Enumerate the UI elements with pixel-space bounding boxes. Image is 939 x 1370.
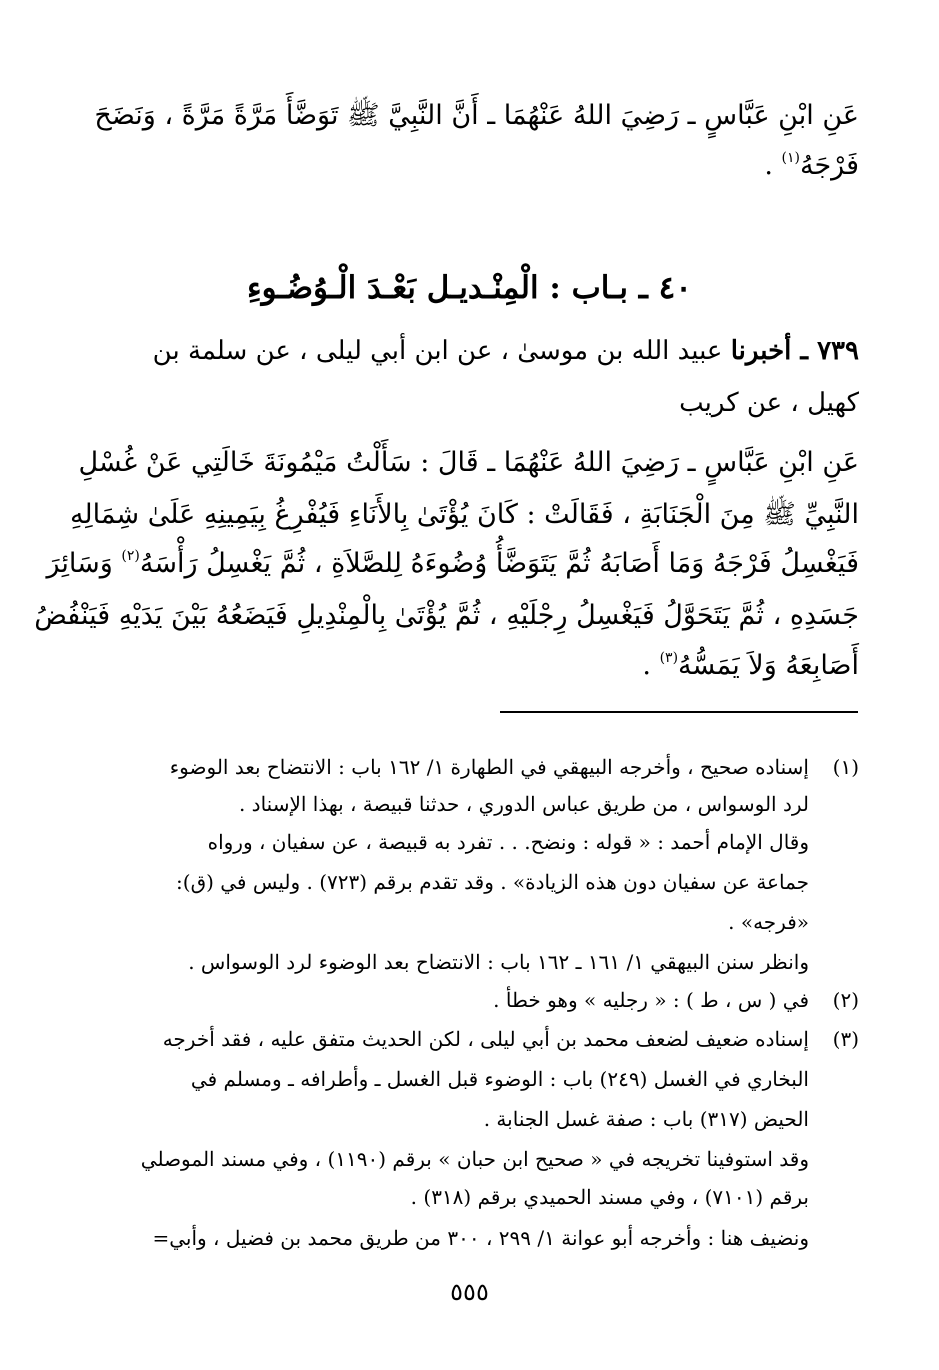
footnote-ref-1: (١): [781, 150, 801, 166]
top-hadith-text-1: عَنِ ابْنِ عَبَّاسٍ ـ رَضِيَ اللهُ عَنْهُمَا ـ أَنَّ النَّبِيَّ ﷺ تَوَضَّأَ مَرَّةً مَرَّةً ، وَنَضَحَ: [94, 100, 859, 131]
hadith-line-4: [34, 600, 859, 631]
footnote-ref-3: (٣): [659, 650, 679, 666]
footnote-3-line-3: الحيض (٣١٧) باب : صفة غسل الجنابة .: [483, 1107, 809, 1131]
hadith-line-1: [78, 447, 859, 478]
footnote-3-line-4: وقد استوفينا تخريجه في « صحيح ابن حبان » برقم (١١٩٠) ، وفي مسند الموصلي: [140, 1147, 809, 1171]
footnote-1-line-2: لرد الوسواس ، من طريق عباس الدوري ، حدثنا قبيصة ، بهذا الإسناد .: [238, 792, 809, 816]
footnote-1-line-4: جماعة عن سفيان دون هذه الزيادة» . وقد تقدم برقم (٧٢٣) . وليس في (ق):: [176, 870, 809, 894]
footnote-2-number: (٢): [832, 988, 859, 1012]
narration-line-1: [153, 336, 859, 366]
footnote-1-number: (١): [832, 755, 859, 779]
footnote-ref-2: (٢): [121, 548, 140, 564]
narration-line-2: [679, 388, 859, 418]
top-hadith-end-2: .: [764, 150, 782, 181]
footnote-3-number: (٣): [832, 1027, 859, 1051]
footnote-3-line-5: برقم (٧١٠١) ، وفي مسند الحميدي برقم (٣١٨) .: [410, 1185, 809, 1209]
hadith-text-2: النَّبِيِّ ﷺ مِنَ الْجَنَابَةِ ، فَقَالَتْ : كَانَ يُؤْتَىٰ بِالأَنَاءِ فَيُفْرِغُ بِيَمِينِهِ عَلَىٰ شِمَالِهِ: [69, 499, 859, 530]
top-hadith-text-2: فَرْجَهُ: [800, 150, 859, 181]
hadith-line-3: [47, 548, 859, 579]
narration-number: ٧٣٩ ـ أخبرنا: [730, 336, 859, 366]
hadith-text-3b: وَسَائِرَ: [46, 548, 122, 579]
hadith-text-5a: أَصَابِعَهُ وَلاَ يَمَسُّهُ: [678, 650, 859, 681]
hadith-line-5: [642, 650, 859, 681]
footnote-3-line-1: إسناده ضعيف لضعف محمد بن أبي ليلى ، لكن الحديث متفق عليه ، فقد أخرجه: [162, 1027, 809, 1051]
hadith-text-5b: .: [642, 650, 660, 681]
footnote-1-line-3: وقال الإمام أحمد : « قوله : ونضح. . . تفرد به قبيصة ، عن سفيان ، ورواه: [207, 830, 809, 854]
top-hadith-line-2: [764, 150, 859, 181]
page-number: ٥٥٥: [450, 1278, 489, 1306]
footnote-1-line-1: إسناده صحيح ، وأخرجه البيهقي في الطهارة ١/ ١٦٢ باب : الانتضاح بعد الوضوء: [169, 755, 809, 779]
footnote-1-line-5: «فرجه» .: [728, 910, 809, 934]
hadith-line-2: [70, 497, 859, 537]
chapter-title: ٤٠ ـ بـاب : الْمِنْـديـل بَعْـدَ الْـوُضُـوءِ: [247, 270, 692, 306]
narration-chain-1: عبيد الله بن موسىٰ ، عن ابن أبي ليلى ، عن سلمة بن: [152, 336, 731, 366]
hadith-text-4: جَسَدِهِ ، ثُمَّ يَتَحَوَّلُ فَيَغْسِلُ رِجْلَيْهِ ، ثُمَّ يُؤْتَىٰ بِالْمِنْدِيلِ فَيَضَعُهُ بَيْنَ يَدَيْهِ فَيَنْفُضُ: [34, 600, 859, 631]
top-hadith-line-1: [94, 98, 859, 138]
hadith-text-1: عَنِ ابْنِ عَبَّاسٍ ـ رَضِيَ اللهُ عَنْهُمَا ـ قَالَ : سَأَلْتُ مَيْمُونَةَ خَالَتِي عَنْ غُسْلِ: [78, 447, 859, 478]
hadith-text-3a: فَيَغْسِلُ فَرْجَهُ وَمَا أَصَابَهُ ثُمَّ يَتَوَضَّأُ وُضُوءَهُ لِلصَّلاَةِ ، ثُمَّ يَغْسِلُ رَأْسَهُ: [139, 548, 859, 579]
footnote-1-line-6: وانظر سنن البيهقي ١/ ١٦١ ـ ١٦٢ باب : الانتضاح بعد الوضوء لرد الوسواس .: [188, 950, 809, 974]
footnote-3-line-2: البخاري في الغسل (٢٤٩) باب : الوضوء قبل الغسل ـ وأطرافه ـ ومسلم في: [190, 1067, 809, 1091]
footnote-separator: [500, 711, 858, 713]
footnote-2-line-1: في ( س ، ط ) : « رجليه » وهو خطأ .: [493, 988, 809, 1012]
footnote-3-line-6: ونضيف هنا : وأخرجه أبو عوانة ١/ ٢٩٩ ، ٣٠٠ من طريق محمد بن فضيل ، وأبي=: [152, 1226, 809, 1250]
narration-chain-2: كهيل ، عن كريب: [679, 388, 859, 418]
